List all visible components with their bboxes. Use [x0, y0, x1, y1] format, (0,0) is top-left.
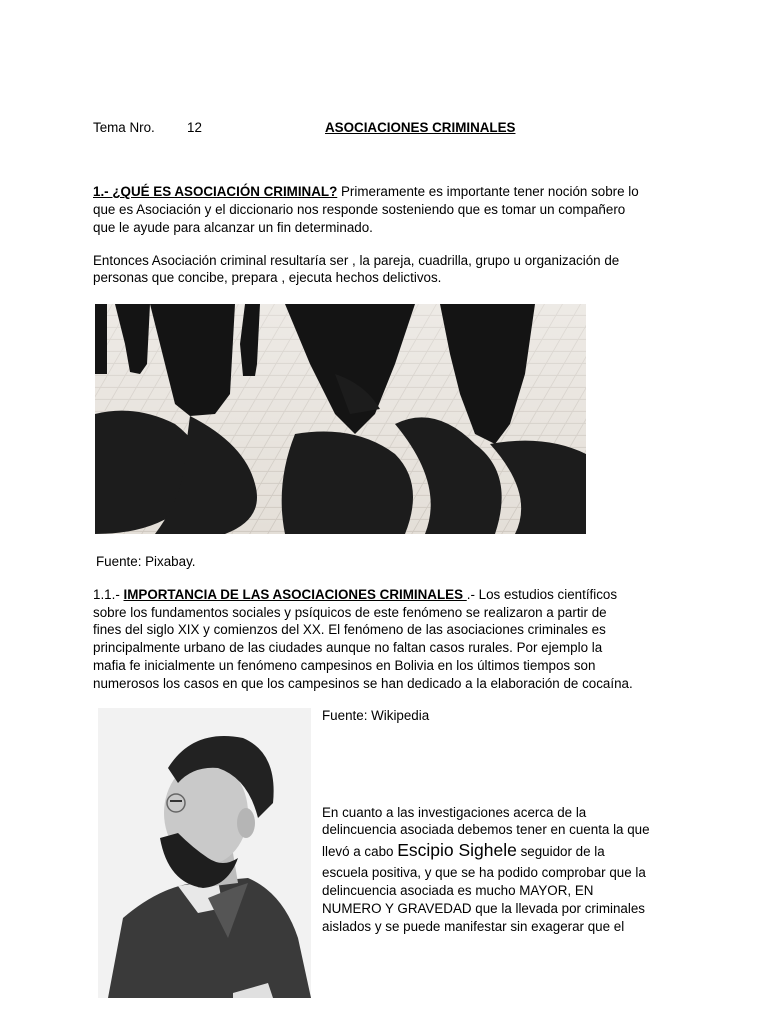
section11-line1-text: .- Los estudios científicos: [466, 587, 618, 602]
scientist-name: Escipio Sighele: [397, 840, 517, 860]
side-text-line5: delincuencia asociada es mucho MAYOR, EN: [322, 883, 594, 898]
shadows-photo-graphic: [95, 304, 586, 534]
section1-para2-line2: personas que concibe, prepara , ejecuta hechos delictivos.: [93, 270, 442, 285]
side-text-line3-pre: llevó a cabo: [322, 844, 398, 859]
section11-line2: sobre los fundamentos sociales y psíquicos de este fenómeno se realizaron a partir de: [93, 605, 607, 620]
tema-label: Tema Nro.: [93, 120, 155, 135]
side-text-line3: [322, 840, 605, 862]
section11-line4: principalmente urbano de las ciudades aunque no faltan casos rurales. Por ejemplo la: [93, 640, 603, 655]
side-text-line4: escuela positiva, y que se ha podido comprobar que la: [322, 865, 646, 880]
section1-line1-text: Primeramente es importante tener noción sobre lo: [337, 184, 639, 199]
section11-line6: numerosos los casos en que los campesinos se han dedicado a la elaboración de cocaína.: [93, 676, 633, 691]
section1-para2-line1: Entonces Asociación criminal resultaría ser , la pareja, cuadrilla, grupo u organización de: [93, 253, 620, 268]
tema-number: 12: [187, 120, 202, 135]
section11-prefix: 1.1.-: [93, 587, 124, 602]
section1-line2: que es Asociación y el diccionario nos responde sosteniendo que es tomar un compañero: [93, 202, 626, 217]
figure1-caption: Fuente: Pixabay.: [96, 554, 196, 569]
page-title: ASOCIACIONES CRIMINALES: [325, 120, 516, 135]
side-text-line7: aislados y se puede manifestar sin exagerar que el: [322, 919, 625, 934]
figure2-caption: Fuente: Wikipedia: [322, 708, 430, 723]
side-text-line1: En cuanto a las investigaciones acerca de la: [322, 805, 587, 820]
section1-heading: 1.- ¿QUÉ ES ASOCIACIÓN CRIMINAL?: [93, 184, 338, 199]
shadows-photo: [95, 304, 586, 534]
portrait-photo-graphic: [98, 708, 311, 998]
section11-line1: [93, 586, 617, 603]
side-text-line3-post: seguidor de la: [516, 844, 605, 859]
section11-line5: mafia fe inicialmente un fenómeno campesinos en Bolivia en los últimos tiempos son: [93, 658, 596, 673]
side-text-line6: NUMERO Y GRAVEDAD que la llevada por criminales: [322, 901, 645, 916]
portrait-photo: [98, 708, 311, 998]
section11-heading: IMPORTANCIA DE LAS ASOCIACIONES CRIMINALES: [123, 587, 467, 602]
section1-line3: que le ayude para alcanzar un fin determinado.: [93, 220, 373, 235]
section1-line1: [93, 183, 639, 200]
side-text-line2: delincuencia asociada debemos tener en cuenta la que: [322, 822, 650, 837]
section11-line3: fines del siglo XIX y comienzos del XX. El fenómeno de las asociaciones criminales es: [93, 622, 606, 637]
